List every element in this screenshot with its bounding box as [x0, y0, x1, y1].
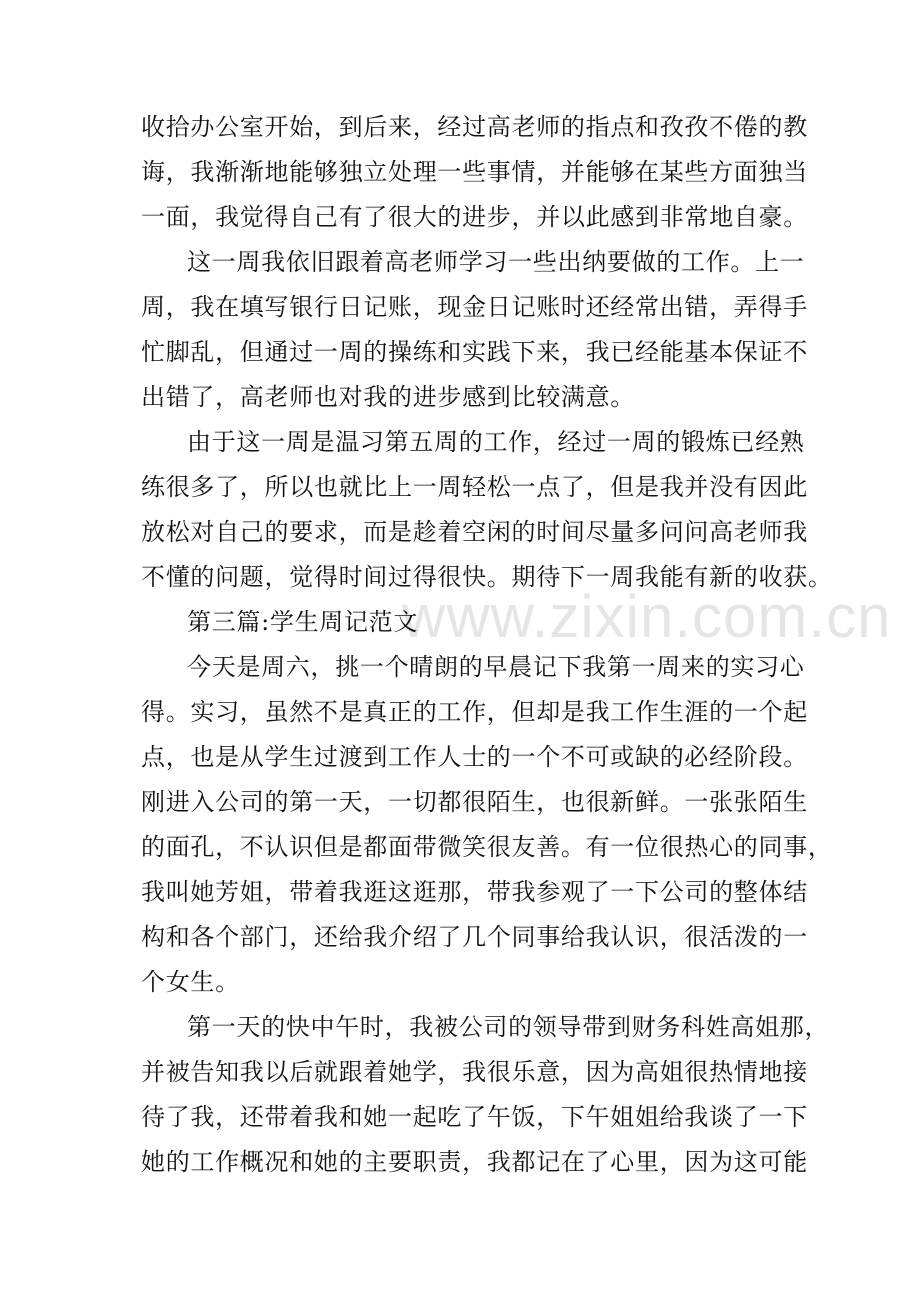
text-line: 练很多了，所以也就比上一周轻松一点了，但是我并没有因此: [141, 473, 808, 501]
text-line: 出错了，高老师也对我的进步感到比较满意。: [141, 383, 635, 411]
text-line: 周，我在填写银行日记账，现金日记账时还经常出错，弄得手: [141, 293, 808, 321]
paragraph-start-line: 第一天的快中午时，我被公司的领导带到财务科姓高姐那，: [187, 1013, 830, 1041]
text-line: 一面，我觉得自己有了很大的进步，并以此感到非常地自豪。: [141, 203, 808, 231]
paragraph-start-line: 由于这一周是温习第五周的工作，经过一周的锻炼已经熟: [187, 428, 805, 456]
text-line: 待了我，还带着我和她一起吃了午饭，下午姐姐给我谈了一下: [141, 1103, 808, 1131]
text-line: 她的工作概况和她的主要职责，我都记在了心里，因为这可能: [141, 1148, 808, 1176]
paragraph-start-line: 这一周我依旧跟着高老师学习一些出纳要做的工作。上一: [187, 248, 805, 276]
paragraph-start-line: 今天是周六，挑一个晴朗的早晨记下我第一周来的实习心: [187, 653, 805, 681]
text-line: 放松对自己的要求，而是趁着空闲的时间尽量多问问高老师我: [141, 518, 808, 546]
text-line: 我叫她芳姐，带着我逛这逛那，带我参观了一下公司的整体结: [141, 878, 808, 906]
text-line: 构和各个部门，还给我介绍了几个同事给我认识，很活泼的一: [141, 923, 808, 951]
text-line: 不懂的问题，觉得时间过得很快。期待下一周我能有新的收获。: [141, 563, 833, 591]
text-line: 点，也是从学生过渡到工作人士的一个不可或缺的必经阶段。: [141, 743, 808, 771]
watermark: www.zixin.com.cn: [402, 583, 892, 650]
section-heading: 第三篇:学生周记范文: [187, 608, 419, 636]
text-line: 并被告知我以后就跟着她学，我很乐意，因为高姐很热情地接: [141, 1058, 808, 1086]
text-line: 收拾办公室开始，到后来，经过高老师的指点和孜孜不倦的教: [141, 113, 808, 141]
text-line: 得。实习，虽然不是真正的工作，但却是我工作生涯的一个起: [141, 698, 808, 726]
text-line: 忙脚乱，但通过一周的操练和实践下来，我已经能基本保证不: [141, 338, 808, 366]
text-line: 刚进入公司的第一天，一切都很陌生，也很新鲜。一张张陌生: [141, 788, 808, 816]
text-line: 的面孔，不认识但是都面带微笑很友善。有一位很热心的同事，: [141, 833, 833, 861]
text-line: 个女生。: [141, 968, 240, 996]
text-line: 诲，我渐渐地能够独立处理一些事情，并能够在某些方面独当: [141, 158, 808, 186]
